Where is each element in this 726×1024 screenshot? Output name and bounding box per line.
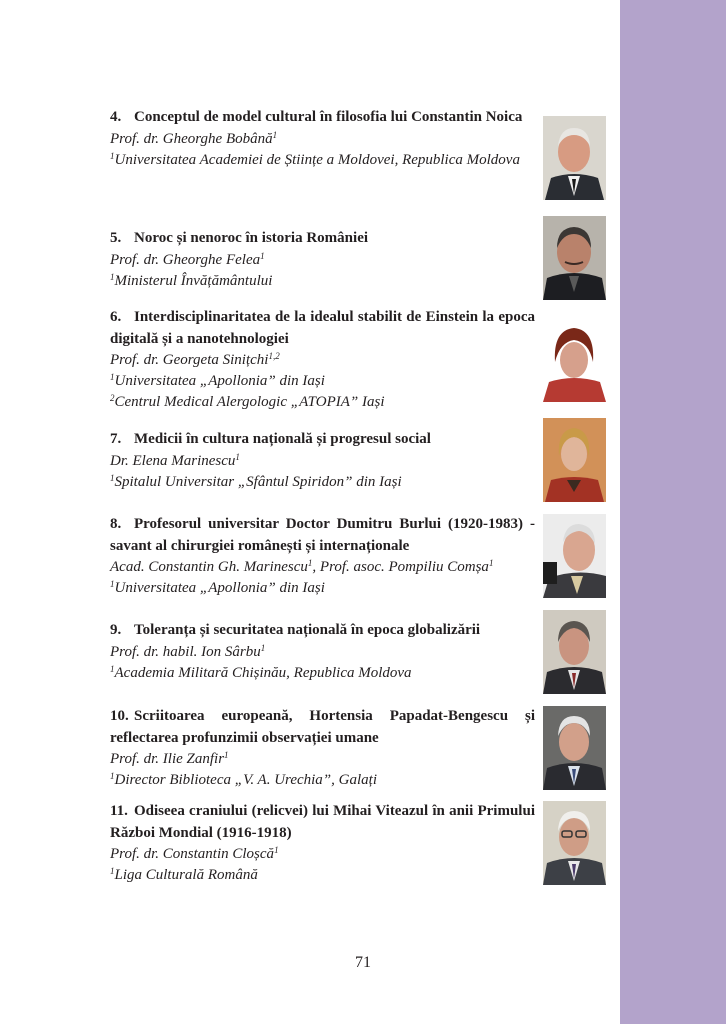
entry-title: 11. Odiseea craniului (relicvei) lui Mihai Viteazul în anii Primului Război Mondial (1916-1918) (110, 803, 535, 841)
page-number: 71 (355, 954, 371, 971)
entry-affiliation: $^1$Liga Culturală Română (110, 866, 258, 883)
side-color-band (620, 0, 726, 1024)
entry-affiliation: $^1$Academia Militară Chișinău, Republica Moldova (110, 663, 412, 681)
portrait-photo (543, 706, 606, 790)
entry-number: 9. (110, 622, 122, 638)
entry-author: Prof. dr. habil. Ion Sârbu$^1$ (110, 642, 266, 660)
entry-6 (110, 307, 535, 413)
entry-affiliation: $^2$Centrul Medical Alergologic „ATOPIA” Iași (110, 393, 385, 410)
entry-8 (110, 514, 535, 599)
entry-title: 8. Profesorul universitar Doctor Dumitru Burlui (1920-1983) -savant al chirurgiei românești și internaționale (110, 516, 535, 554)
entry-title: 10. Scriitoarea europeană, Hortensia Papadat-Bengescu și reflectarea profunzimii observației umane (110, 708, 535, 746)
entry-author: Prof. dr. Gheorghe Bobână$^1$ (110, 129, 278, 147)
portrait-photo (543, 116, 606, 200)
portrait-photo (543, 418, 606, 502)
entry-number: 11. (110, 803, 128, 819)
entry-affiliation: $^1$Ministerul Învățământului (110, 271, 273, 289)
portrait-photo (543, 514, 606, 598)
entry-number: 10. (110, 708, 129, 724)
entry-7 (110, 429, 535, 493)
entry-author: Prof. dr. Constantin Cloșcă$^1$ (110, 845, 279, 862)
entry-affiliation: $^1$Spitalul Universitar „Sfântul Spiridon” din Iași (110, 472, 402, 490)
entry-author: Prof. dr. Georgeta Sinițchi$^{1,2}$ (110, 351, 280, 368)
entry-affiliation: $^1$Universitatea „Apollonia” din Iași (110, 579, 325, 596)
entry-number: 7. (110, 431, 122, 447)
entry-affiliation: $^1$Universitatea Academiei de Științe a Moldovei, Republica Moldova (110, 150, 520, 168)
entry-11 (110, 801, 535, 886)
entry-number: 6. (110, 309, 122, 325)
entry-number: 8. (110, 516, 122, 532)
entry-author: Prof. dr. Gheorghe Felea$^1$ (110, 250, 265, 268)
entry-title: 5. Noroc și nenoroc în istoria României (110, 228, 535, 250)
entry-number: 4. (110, 109, 122, 125)
entry-author: Dr. Elena Marinescu$^1$ (110, 451, 240, 469)
entry-title: 9. Toleranța și securitatea națională în epoca globalizării (110, 620, 535, 642)
entry-author: Prof. dr. Ilie Zanfir$^1$ (110, 750, 229, 767)
portrait-photo (543, 318, 606, 402)
entry-title: 4. Conceptul de model cultural în filosofia lui Constantin Noica (110, 107, 535, 129)
entry-10 (110, 706, 535, 791)
entry-title: 7. Medicii în cultura națională și progresul social (110, 429, 535, 451)
portrait-photo (543, 610, 606, 694)
entry-affiliation: $^1$Universitatea „Apollonia” din Iași (110, 372, 325, 389)
entry-number: 5. (110, 230, 122, 246)
portrait-photo (543, 801, 606, 885)
entry-title: 6. Interdisciplinaritatea de la idealul stabilit de Einstein la epoca digitală și a nanotehnologiei (110, 309, 535, 347)
portrait-photo (543, 216, 606, 300)
entry-9 (110, 620, 535, 684)
entry-4 (110, 107, 535, 171)
entry-5 (110, 228, 535, 292)
entry-affiliation: $^1$Director Biblioteca „V. A. Urechia”, Galați (110, 771, 377, 788)
entry-author: Acad. Constantin Gh. Marinescu$^1$, Prof. asoc. Pompiliu Comșa$^1$ (110, 558, 494, 575)
